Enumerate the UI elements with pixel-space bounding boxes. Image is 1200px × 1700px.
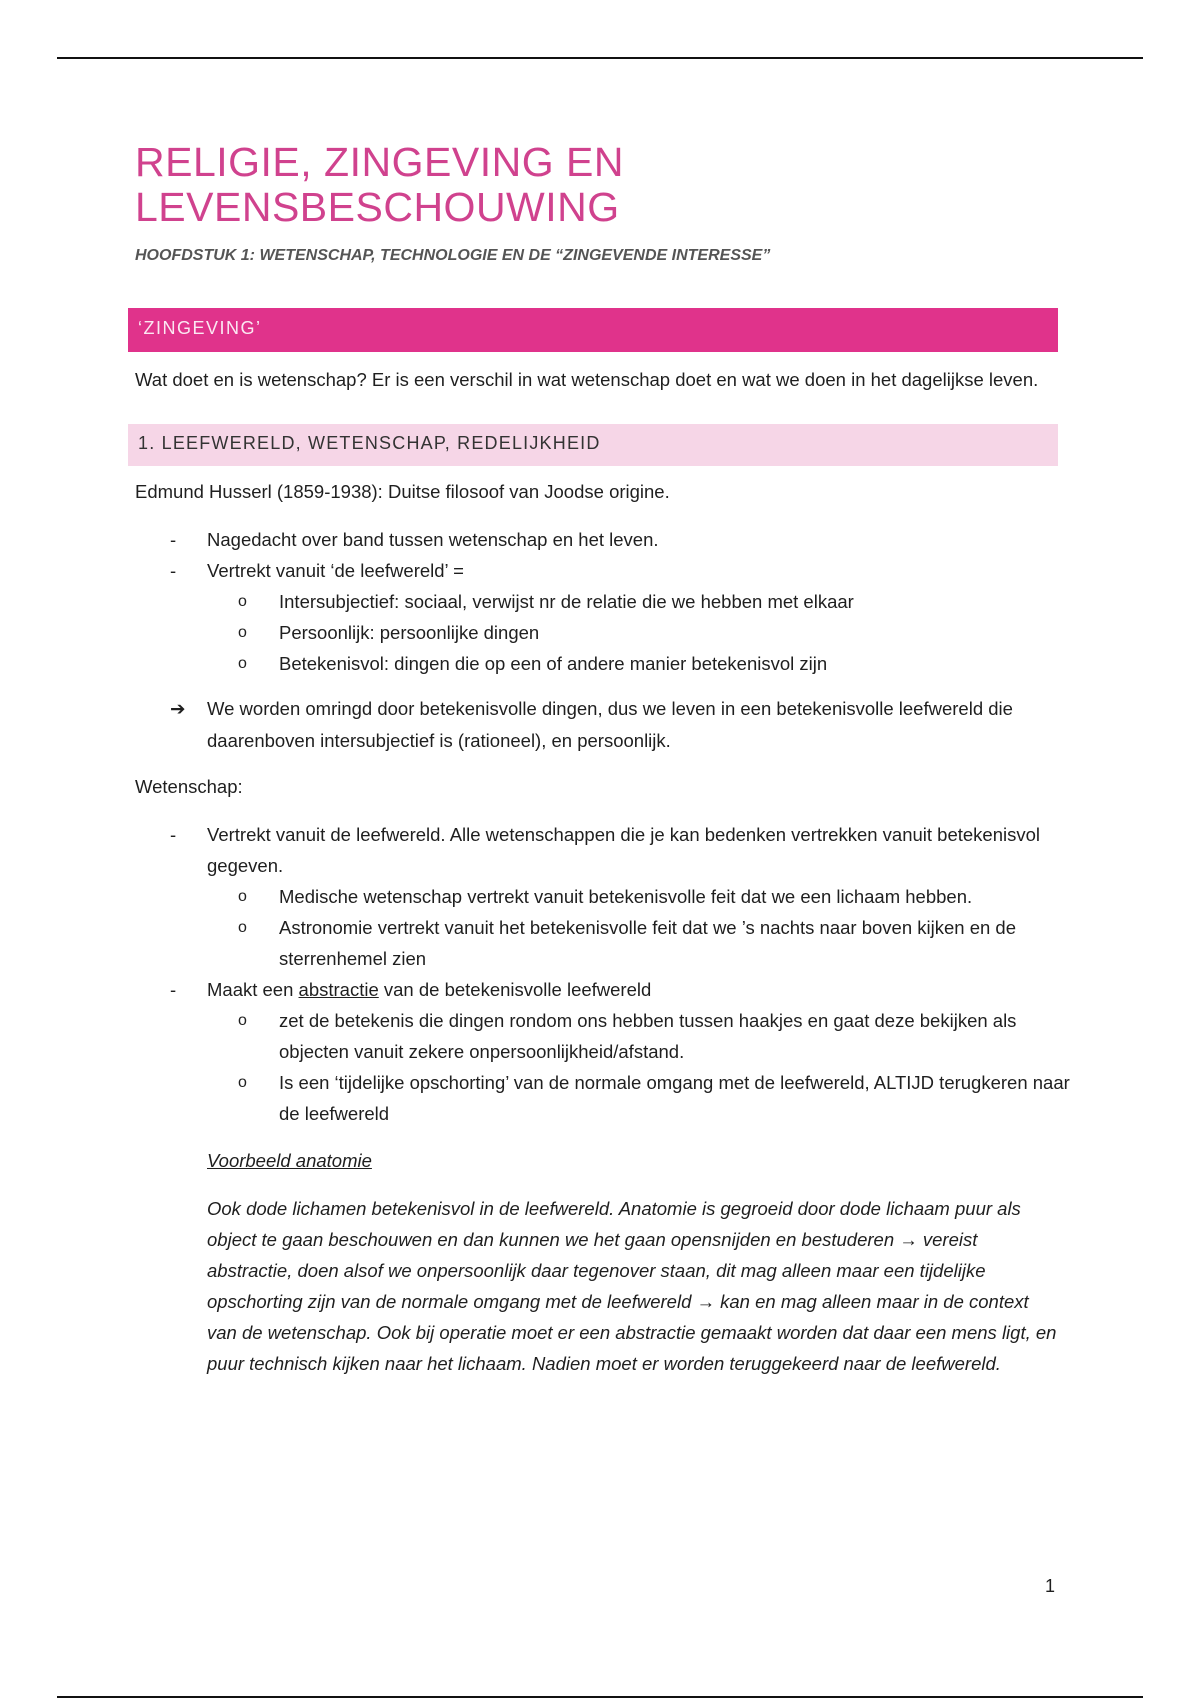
document-title: RELIGIE, ZINGEVING EN LEVENSBESCHOUWING <box>135 139 624 231</box>
list-item-text: Nagedacht over band tussen wetenschap en het leven. <box>207 529 659 551</box>
wetenschap-bullet-list <box>135 819 1070 1129</box>
wetenschap-label: Wetenschap: <box>135 776 243 798</box>
document-page <box>135 140 1070 1379</box>
circle-bullet-icon: o <box>238 919 247 937</box>
sub-list-item <box>207 586 1070 617</box>
sub-list-item <box>207 881 1070 912</box>
sub-bullet-list <box>207 1005 1070 1129</box>
circle-bullet-icon: o <box>238 624 247 642</box>
right-arrow-icon: ➔ <box>170 698 186 720</box>
sub-list-item-text: Medische wetenschap vertrekt vanuit betekenisvolle feit dat we een lichaam hebben. <box>279 886 973 908</box>
intro-paragraph: Wat doet en is wetenschap? Er is een verschil in wat wetenschap doet en wat we doen in het dagelijkse leven. <box>135 369 1039 391</box>
sub-list-item <box>207 648 1070 679</box>
list-item-text: Vertrekt vanuit de leefwereld. Alle wetenschappen die je kan bedenken vertrekken vanuit betekenisvol gegeven. <box>207 824 1041 877</box>
circle-bullet-icon: o <box>238 888 247 906</box>
list-item-text-pre: Maakt een <box>207 979 299 1001</box>
sub-list-item <box>207 1005 1070 1067</box>
conclusion-text: We worden omringd door betekenisvolle dingen, dus we leven in een betekenisvolle leefwereld die daarenboven intersubjectief is (rationeel), en persoonlijk. <box>207 698 1013 752</box>
list-item <box>135 555 1070 679</box>
list-item-text: Vertrekt vanuit ‘de leefwereld’ = <box>207 560 464 582</box>
husserl-paragraph: Edmund Husserl (1859-1938): Duitse filosoof van Joodse origine. <box>135 481 670 503</box>
sub-bullet-list <box>207 881 1070 974</box>
circle-bullet-icon: o <box>238 1012 247 1030</box>
sub-list-item <box>207 912 1070 974</box>
husserl-bullet-list <box>135 524 1070 679</box>
bottom-rule <box>57 1696 1143 1698</box>
circle-bullet-icon: o <box>238 593 247 611</box>
abstractie-underlined-term: abstractie <box>298 979 379 1001</box>
section-heading-zingeving: ‘ZINGEVING’ <box>128 308 1058 352</box>
sub-list-item-text: zet de betekenis die dingen rondom ons hebben tussen haakjes en gaat deze bekijken als objecten vanuit zekere onpersoonlijkheid/afstand. <box>279 1010 1017 1063</box>
sub-list-item-text: Betekenisvol: dingen die op een of andere manier betekenisvol zijn <box>279 653 828 675</box>
sub-list-item <box>207 617 1070 648</box>
list-item-text-post: van de betekenisvolle leefwereld <box>378 979 652 1001</box>
example-title: Voorbeeld anatomie <box>207 1150 372 1172</box>
example-block <box>207 1145 1057 1379</box>
document-subtitle: HOOFDSTUK 1: WETENSCHAP, TECHNOLOGIE EN DE “ZINGEVENDE INTERESSE” <box>135 247 771 265</box>
page-number: 1 <box>1045 1576 1056 1596</box>
sub-bullet-list <box>207 586 1070 679</box>
dash-bullet-icon: - <box>170 560 177 582</box>
top-rule <box>57 57 1143 59</box>
dash-bullet-icon: - <box>170 824 177 846</box>
sub-list-item-text: Intersubjectief: sociaal, verwijst nr de relatie die we hebben met elkaar <box>279 591 854 613</box>
dash-bullet-icon: - <box>170 529 177 551</box>
circle-bullet-icon: o <box>238 1074 247 1092</box>
list-item <box>135 819 1070 974</box>
dash-bullet-icon: - <box>170 979 177 1001</box>
list-item <box>135 974 1070 1129</box>
circle-bullet-icon: o <box>238 655 247 673</box>
example-body: Ook dode lichamen betekenisvol in de leefwereld. Anatomie is gegroeid door dode lichaam puur als object te gaan beschouwen en dan kunnen we het gaan opensnijden en bestuderen → vereist abstractie, doen alsof we onpersoonlijk daar tegenover staan, dit mag alleen maar een tijdelijke opschorting zijn van de normale omgang met de leefwereld → kan en mag alleen maar in de context van de wetenschap. Ook bij operatie moet er een abstractie gemaakt worden dat daar een mens ligt, en puur technisch kijken naar het lichaam. Nadien moet er worden teruggekeerd naar de leefwereld. <box>207 1198 1057 1375</box>
sub-list-item-text: Persoonlijk: persoonlijke dingen <box>279 622 540 644</box>
sub-list-item-text: Is een ‘tijdelijke opschorting’ van de normale omgang met de leefwereld, ALTIJD terugkeren naar de leefwereld <box>279 1072 1070 1125</box>
section-heading-leefwereld: 1. LEEFWERELD, WETENSCHAP, REDELIJKHEID <box>128 424 1058 466</box>
sub-list-item-text: Astronomie vertrekt vanuit het betekenisvolle feit dat we ’s nachts naar boven kijken en de sterrenhemel zien <box>279 917 1016 970</box>
list-item <box>135 524 1070 555</box>
sub-list-item <box>207 1067 1070 1129</box>
conclusion-arrow-item <box>135 693 1070 757</box>
